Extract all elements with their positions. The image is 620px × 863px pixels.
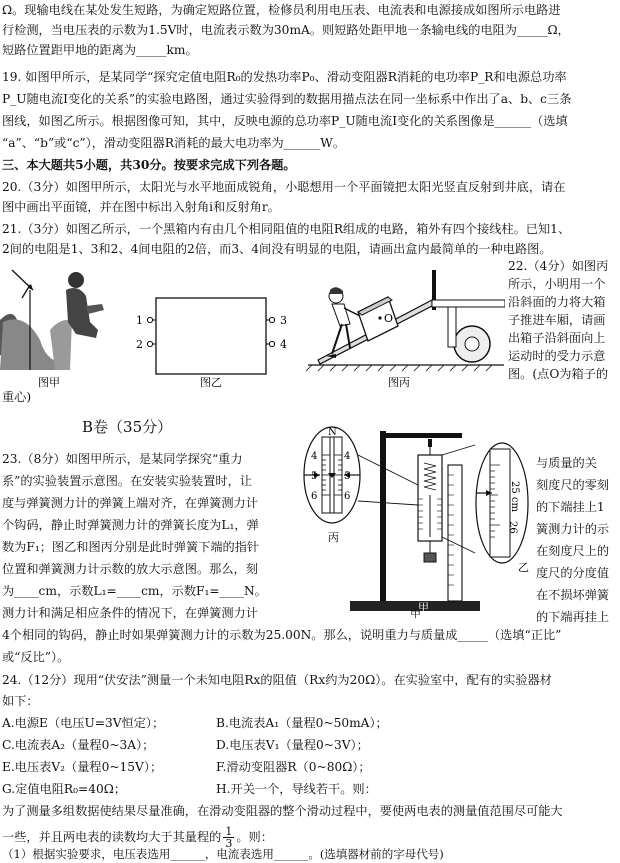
hook-weight [424, 553, 436, 562]
center-of-gravity-dot [378, 316, 381, 319]
dial-tick-6-right: 6 [344, 491, 351, 502]
label-fig-bing: 图丙 [388, 376, 410, 389]
equip-b: B.电流表A₁（量程0~50mA）； [216, 716, 388, 730]
q24-line-2: 如下： [2, 694, 39, 708]
q23-line-8: 测力计和满足相应条件的情况下，在弹簧测力计 [2, 606, 258, 620]
q23-right-4: 簧测力计的示 [536, 522, 610, 536]
q23-line-7: 为____cm，示数L₁=____cm，示数F₁=____N。 [2, 584, 267, 598]
ruler-unit-label: 25 cm [509, 481, 520, 512]
terminal-1: 1 [136, 314, 143, 327]
q22-line-7: 图。(点O为箱子的 [508, 367, 609, 381]
q23-line-1: 23.（8分）如图甲所示，是某同学探究“重力 [2, 452, 243, 466]
q18-line-2: 行检测，当电压表的示数为1.5V时，电流表示数为30mA。则短路处距甲地一条输电线的电阻为_____Ω， [2, 23, 570, 37]
label-fig-yi: 图乙 [200, 376, 222, 389]
terminal-2: 2 [136, 338, 143, 351]
q24-sub1: （1）根据实验要求，电压表选用______，电流表选用______。(选填器材前的字母代号) [2, 847, 444, 861]
q22-line-6: 运动时的受力示意 [508, 349, 606, 363]
stand-apparatus [350, 431, 480, 611]
q19-line-2: P_U随电流I变化的关系”的实验电路图，通过实验得到的数据用描点法在同一坐标系中作出了a、b、c三条 [2, 92, 572, 106]
terminal-4: 4 [280, 338, 287, 351]
figure-jia-well [0, 270, 72, 370]
dial-tick-4-right: 4 [344, 451, 351, 462]
label-fig-jia: 图甲 [38, 376, 60, 389]
dial-tick-6: 6 [311, 491, 318, 502]
q23-right-1: 与质量的关 [536, 456, 597, 470]
label-point-o: O [384, 312, 394, 325]
label-fig2-yi: 乙 [518, 561, 529, 574]
label-fig2-jia-caption: 甲 [410, 607, 421, 620]
truck-ramp-scene [306, 270, 505, 371]
label-fig2-jia: 甲 [418, 601, 429, 614]
vertical-ruler [448, 465, 462, 601]
q19-line-3: 图线，如图乙所示。根据图像可知，其中，反映电源的总功率P_U随电流I变化的关系图像是______（选填 [2, 114, 568, 128]
q18-line-1: Ω。现输电线在某处发生短路，为确定短路位置，检修员利用电压表、电流表和电源接成如图所示电路进 [2, 3, 561, 17]
equip-a: A.电源E（电压U=3V恒定）； [2, 716, 165, 730]
fraction-denominator: 3 [225, 837, 233, 850]
q23-line-2: 系”的实验装置示意图。在安装实验装置时，让 [2, 474, 252, 488]
equip-g: G.定值电阻R₀=40Ω； [2, 782, 126, 796]
q19-line-1: 19. 如图甲所示，是某同学“探究定值电阻R₀的发热功率P₀、滑动变阻器R消耗的电功率P_R和电源总功率 [2, 70, 567, 84]
q23-right-6: 度尺的分度值 [536, 566, 610, 580]
q20-line-1: 20.（3分）如图甲所示，太阳光与水平地面成锐角，小聪想用一个平面镜把太阳光竖直反射到井底，请在 [2, 180, 566, 194]
child-figure [66, 272, 104, 338]
q23-line-3: 度与弹簧测力计的弹簧上端对齐，在弹簧测力计 [2, 496, 258, 510]
q23-line-9: 4个相同的钩码，静止时如果弹簧测力计的示数为25.00N。那么，说明重力与质量成_____（选填“正比” [2, 628, 562, 642]
figure-row-2 [300, 425, 534, 615]
dial-tick-5-right: 5 [344, 471, 351, 482]
q22-line-1: 22.（4分）如图丙 [508, 259, 609, 273]
q19-line-4: “a”、“b”或“c”），滑动变阻器R消耗的最大电功率为______W。 [2, 136, 346, 150]
q22-line-3: 沿斜面的力将大箱 [508, 295, 606, 309]
dial-tick-4: 4 [311, 451, 318, 462]
q23-right-5: 在刻度尺上的 [536, 544, 610, 558]
q18-line-3: 短路位置距甲地的距离为_____km。 [2, 43, 198, 57]
q24-requirement-2-post: 。则： [236, 830, 273, 844]
q22-line-4: 子推进车厢，请画 [508, 313, 606, 327]
equip-e: E.电压表V₂（量程0~15V）； [2, 760, 163, 774]
q23-line-6: 位置和弹簧测力计示数的放大示意图。那么，刻 [2, 562, 258, 576]
q23-line-4: 个钩码，静止时弹簧测力计的弹簧长度为L₁，弹 [2, 518, 259, 532]
q20-line-2: 图中画出平面镜，并在图中标出入射角i和反射角r。 [2, 200, 280, 214]
ruler-mark-26: 26 [507, 521, 518, 534]
equip-d: D.电压表V₁（量程0~3V）； [216, 738, 369, 752]
figure-row-1 [0, 260, 505, 390]
part-b-heading: B卷（35分） [82, 418, 173, 436]
q24-requirement-2-pre: 一些，并且两电表的读数均大于其量程的 [2, 830, 222, 844]
label-fig2-bing: 丙 [328, 531, 339, 544]
equip-f: F.滑动变阻器R（0~80Ω）； [216, 760, 371, 774]
one-third-fraction [223, 826, 234, 849]
q22-line-tail: 重心) [2, 390, 32, 404]
q23-right-2: 刻度尺的零刻 [536, 478, 610, 492]
q24-line-1: 24.（12分）现用“伏安法”测量一个未知电阻Rx的阻值（Rx约为20Ω）。在实验室中，配有的实验器材 [2, 673, 552, 687]
black-box [147, 298, 274, 374]
q23-line-5: 数为F₁；图乙和图丙分别是此时弹簧下端的指针 [2, 540, 260, 554]
q21-line-2: 2间的电阻是1、3和2、4间电阻的2倍，而3、4间没有明显的电阻，请画出盒内最简单的一种电路图。 [2, 242, 552, 256]
q24-requirement-1: 为了测量多组数据使结果尽量准确，在滑动变阻器的整个滑动过程中，要使两电表的测量值范围尽可能大 [2, 804, 563, 818]
q23-right-3: 的下端挂上1 [536, 500, 605, 514]
terminal-3: 3 [280, 314, 287, 327]
q22-line-2: 所示，小明用一个 [508, 277, 606, 291]
section-3-heading: 三、本大题共5小题，共30分。按要求完成下列各题。 [2, 158, 296, 172]
q23-right-7: 在不损坏弹簧 [536, 588, 610, 602]
q23-right-8: 的下端再挂上 [536, 610, 610, 624]
equip-h: H.开关一个，导线若干。则： [216, 782, 377, 796]
dial-unit-n: N [328, 427, 337, 438]
dial-tick-5: 5 [311, 471, 318, 482]
q22-line-5: 出箱子沿斜面向上 [508, 331, 606, 345]
q21-line-1: 21.（3分）如图乙所示，一个黑箱内有由几个相同阻值的电阻R组成的电路，箱外有四个接线柱。已知1、 [2, 222, 571, 236]
equip-c: C.电流表A₂（量程0~3A）； [2, 738, 155, 752]
fraction-numerator: 1 [225, 825, 233, 838]
q23-line-10: 或“反比”）。 [2, 650, 70, 664]
